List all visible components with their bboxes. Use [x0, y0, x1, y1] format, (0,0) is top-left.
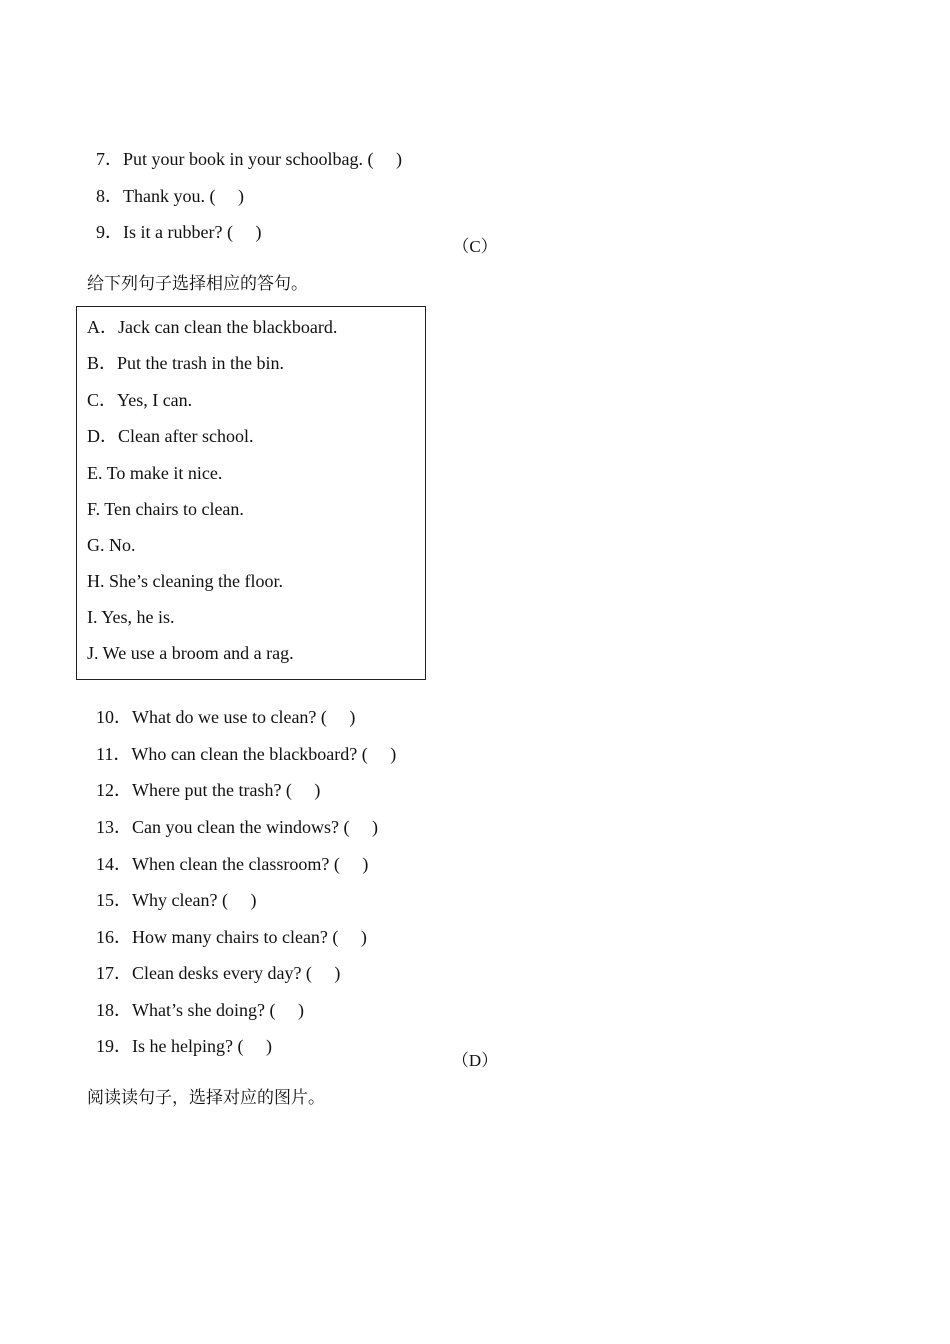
- option-a: A．Jack can clean the blackboard.: [87, 317, 338, 337]
- question-number: 14．: [96, 854, 132, 874]
- option-g: G. No.: [87, 535, 136, 555]
- section-d-instruction: 阅读读句子，选择对应的图片。: [87, 1088, 325, 1108]
- option-c: C．Yes, I can.: [87, 390, 193, 410]
- question-text: How many chairs to clean? ( ): [132, 927, 367, 947]
- option-f: F. Ten chairs to clean.: [87, 499, 244, 519]
- question-text: What do we use to clean? ( ): [132, 707, 356, 727]
- answer-options-box: [76, 306, 426, 680]
- question-number: 16．: [96, 927, 132, 947]
- question-text: Is it a rubber? ( ): [123, 222, 262, 242]
- question-text: Where put the trash? ( ): [132, 780, 321, 800]
- option-b: B．Put the trash in the bin.: [87, 353, 284, 373]
- question-text: When clean the classroom? ( ): [132, 854, 369, 874]
- question-number: 17．: [96, 963, 132, 983]
- question-number: 9．: [96, 222, 123, 242]
- question-text: Clean desks every day? ( ): [132, 963, 341, 983]
- question-text: Thank you. ( ): [123, 186, 244, 206]
- section-c-instruction: 给下列句子选择相应的答句。: [87, 274, 308, 294]
- option-i: I. Yes, he is.: [87, 607, 175, 627]
- option-h: H. She’s cleaning the floor.: [87, 571, 283, 591]
- question-number: 11．: [96, 744, 132, 764]
- question-number: 13．: [96, 817, 132, 837]
- question-number: 7．: [96, 149, 123, 169]
- question-text: Why clean? ( ): [132, 890, 257, 910]
- question-number: 15．: [96, 890, 132, 910]
- question-number: 19．: [96, 1036, 132, 1056]
- section-d-label: （D）: [451, 1051, 499, 1070]
- question-text: Can you clean the windows? ( ): [132, 817, 378, 837]
- option-d: D．Clean after school.: [87, 426, 254, 446]
- question-text: What’s she doing? ( ): [132, 1000, 304, 1020]
- question-number: 10．: [96, 707, 132, 727]
- question-text: Is he helping? ( ): [132, 1036, 272, 1056]
- option-j: J. We use a broom and a rag.: [87, 643, 294, 663]
- question-number: 12．: [96, 780, 132, 800]
- question-number: 18．: [96, 1000, 132, 1020]
- question-text: Put your book in your schoolbag. ( ): [123, 149, 402, 169]
- option-e: E. To make it nice.: [87, 463, 223, 483]
- question-text: Who can clean the blackboard? ( ): [131, 744, 397, 764]
- section-c-label: （C）: [452, 237, 498, 256]
- question-number: 8．: [96, 186, 123, 206]
